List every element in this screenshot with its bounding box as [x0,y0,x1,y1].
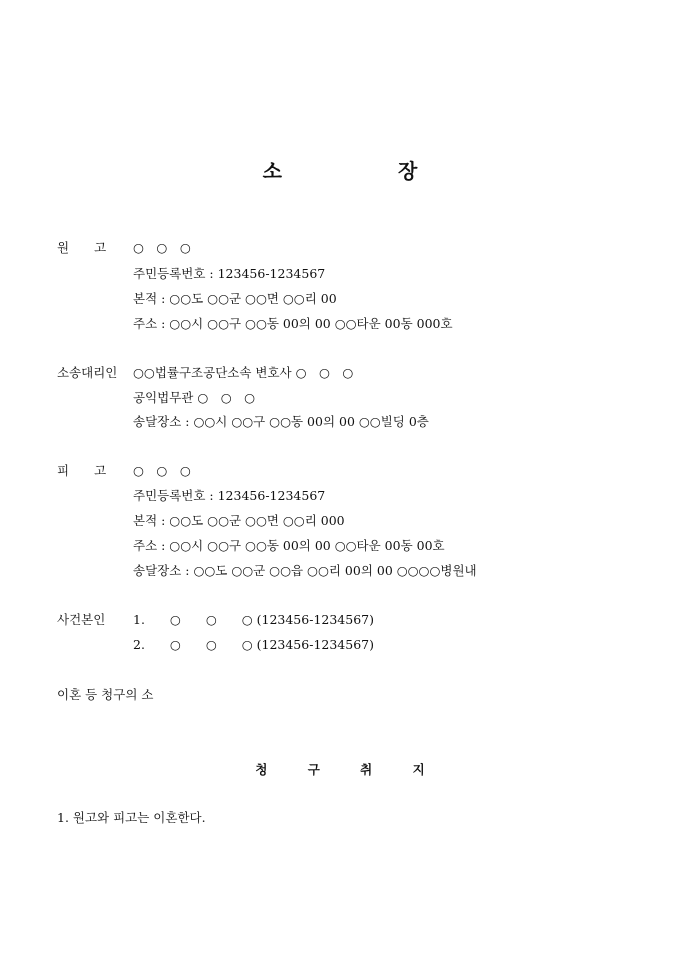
defendant-label: 피 고 [57,463,107,478]
person-item-1: 1. ○ ○ ○ (123456-1234567) [133,612,374,627]
plaintiff-domicile: 본적 : ○○도 ○○군 ○○면 ○○리 00 [133,291,337,306]
plaintiff-name: ○ ○ ○ [133,240,191,255]
plaintiff-address: 주소 : ○○시 ○○구 ○○동 00의 00 ○○타운 00동 000호 [133,316,453,331]
persons-label: 사건본인 [57,612,106,627]
agent-firm: ○○법률구조공단소속 변호사 ○ ○ ○ [133,365,354,380]
plaintiff-label: 원 고 [57,240,107,255]
agent-label: 소송대리인 [57,365,118,380]
person-item-2: 2. ○ ○ ○ (123456-1234567) [133,637,374,652]
plaintiff-rrn: 주민등록번호 : 123456-1234567 [133,266,326,281]
agent-officer: 공익법무관 ○ ○ ○ [133,390,256,405]
case-name: 이혼 등 청구의 소 [57,687,154,702]
defendant-service-address: 송달장소 : ○○도 ○○군 ○○읍 ○○리 00의 00 ○○○○병원내 [133,563,477,578]
defendant-rrn: 주민등록번호 : 123456-1234567 [133,488,326,503]
claim-section-title: 청 구 취 지 [255,762,443,777]
agent-service-address: 송달장소 : ○○시 ○○구 ○○동 00의 00 ○○빌딩 0층 [133,414,429,429]
document-title: 소 장 [262,159,466,183]
claim-item-1: 1. 원고와 피고는 이혼한다. [57,810,206,825]
defendant-address: 주소 : ○○시 ○○구 ○○동 00의 00 ○○타운 00동 00호 [133,538,445,553]
defendant-name: ○ ○ ○ [133,463,191,478]
defendant-domicile: 본적 : ○○도 ○○군 ○○면 ○○리 000 [133,513,345,528]
